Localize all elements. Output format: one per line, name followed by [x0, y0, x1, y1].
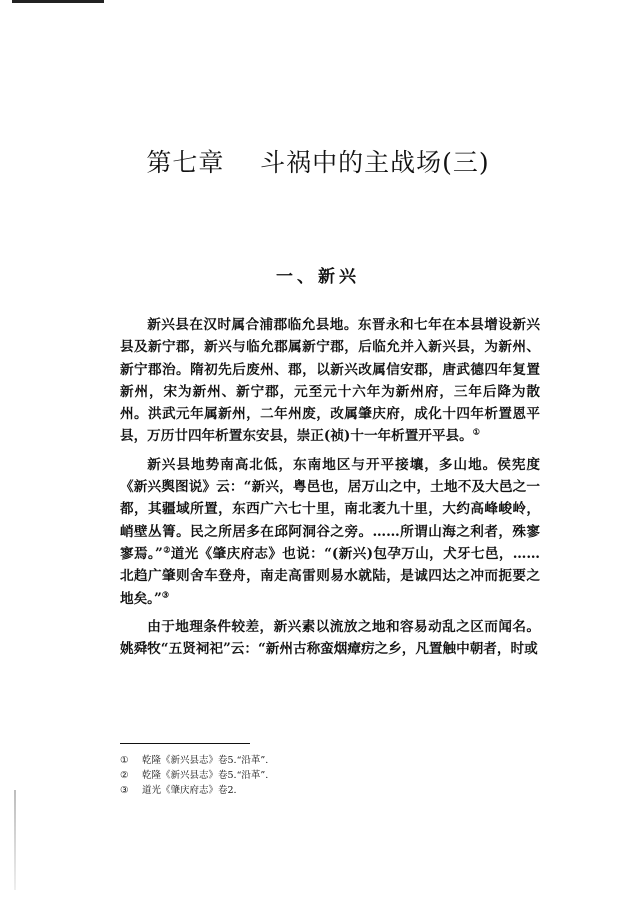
body-text [120, 314, 540, 666]
footnotes [120, 753, 540, 798]
footnote-ref-3: ③ [161, 589, 169, 600]
footnote-ref-1: ① [472, 426, 480, 437]
footnote-2 [120, 768, 540, 783]
footnote-divider [120, 743, 250, 744]
footnote-2-mark: ② [120, 770, 129, 781]
paragraph-1-text: 新兴县在汉时属合浦郡临允县地。东晋永和七年在本县增设新兴县及新宁郡，新兴与临允郡属新宁郡，后临允并入新兴县，为新州、新宁郡治。隋初先后废州、郡，以新兴改属信安郡，唐武德四年复置新州，宋为新州、新宁郡，元至元十六年为新州府，三年后降为散州。洪武元年属新州，二年州废，改属肇庆府，成化十四年析置恩平县，万历廿四年析置东安县，崇正(祯)十一年析置开平县。 [120, 317, 540, 445]
paragraph-1 [120, 314, 540, 448]
paragraph-2-text-a: 新兴县地势南高北低，东南地区与开平接壤，多山地。侯宪度《新兴舆图说》云：“新兴，粤邑也，居万山之中，土地不及大邑之一都，其疆域所置，东西广六七十里，南北袤九十里，大约高峰峻岭，峭壁丛箐。民之所居多在邱阿洞谷之旁。……所谓山海之利者，殊寥寥焉。” [120, 456, 540, 562]
footnote-3-mark: ③ [120, 785, 129, 796]
scan-edge-left [14, 790, 16, 890]
footnote-1-text: 乾隆《新兴县志》卷5.“沿革”. [142, 755, 269, 766]
scan-edge-top [12, 0, 104, 3]
paragraph-3 [120, 616, 540, 661]
footnote-1-mark: ① [120, 755, 129, 766]
footnote-2-text: 乾隆《新兴县志》卷5.“沿革”. [142, 770, 269, 781]
footnote-1 [120, 753, 540, 768]
paragraph-2 [120, 454, 540, 610]
footnote-3-text: 道光《肇庆府志》卷2. [142, 785, 237, 796]
chapter-title: 第七章 斗祸中的主战场(三) [146, 148, 490, 177]
footnote-ref-2: ② [162, 544, 171, 555]
section-title: 一、新兴 [276, 267, 360, 287]
paragraph-3-text: 由于地理条件较差，新兴素以流放之地和容易动乱之区而闻名。姚舜牧“五贤祠祀”云：“新州古称蛮烟瘴疠之乡，凡置触中朝者，时或 [120, 618, 540, 658]
paragraph-2-text-b: 道光《肇庆府志》也说：“(新兴)包孕万山，犬牙七邑，……北趋广肇则舍车登舟，南走高雷则易水就陆，是诚四达之冲而扼要之地矣。” [120, 545, 540, 607]
footnote-3 [120, 783, 540, 798]
